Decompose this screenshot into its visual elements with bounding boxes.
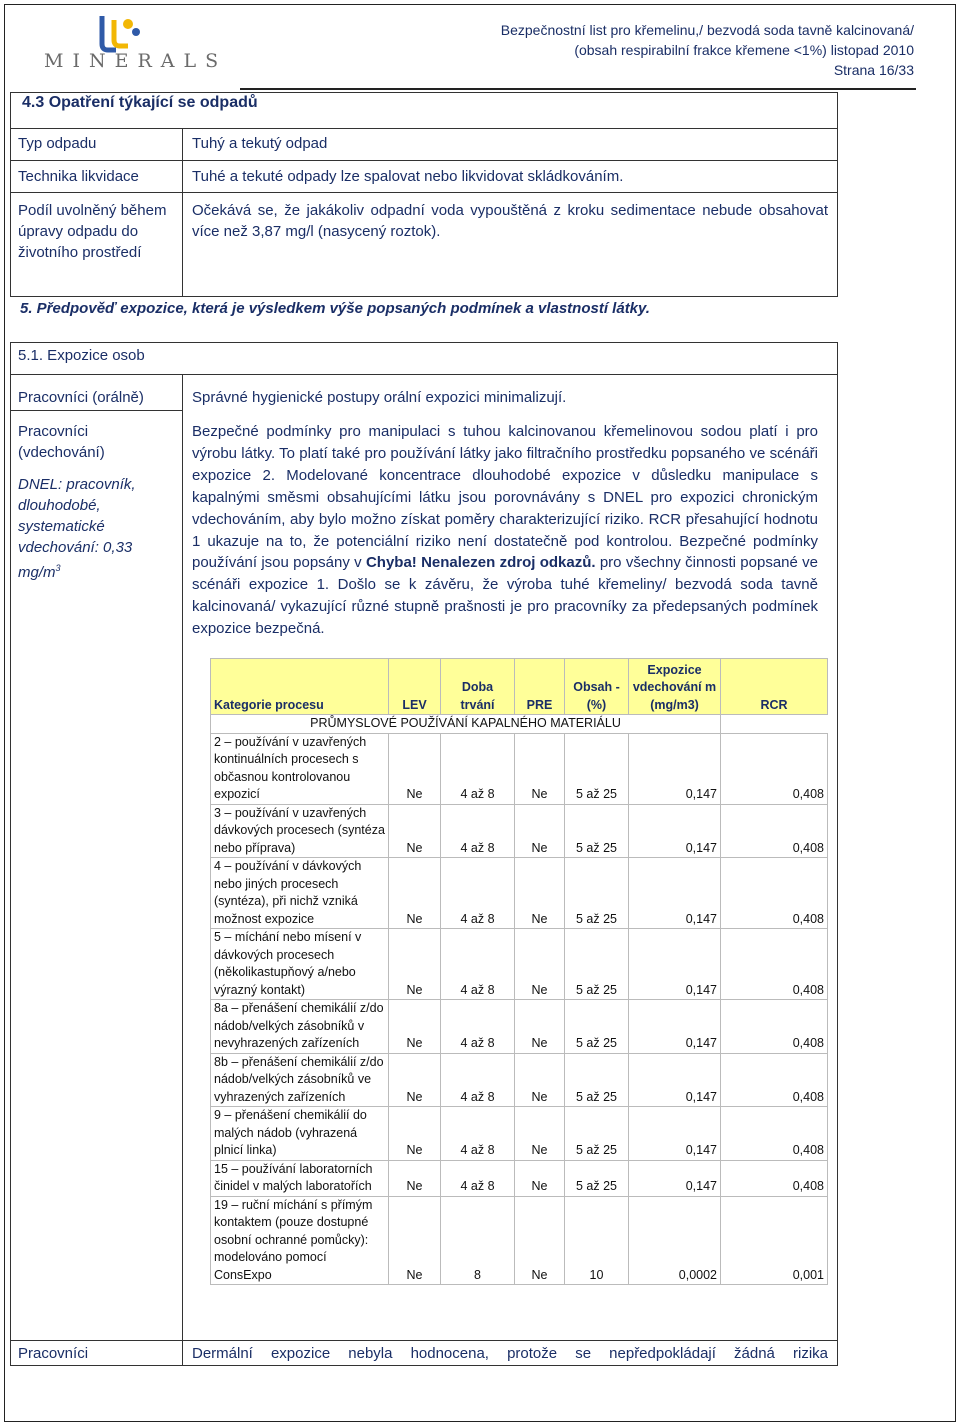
row-category: 19 – ruční míchání s přímým kontaktem (pouze dostupné osobní ochranné pomůcky): modelováno pomocí ConsExpo	[211, 1196, 389, 1285]
inhalation-text-part2: pro všechny činnosti popsané ve scénáři expozice 1. Došlo se k závěru, že výroba tuhé křemeliny/ bezvodá soda tavně kalcinovaná/ vykazující různé stupně prašnosti je pro pracovníky za předepsaných podmínek expozice bezpečná.	[192, 554, 818, 638]
header-category: Kategorie procesu	[211, 659, 389, 715]
row-content: 5 až 25	[565, 1000, 629, 1054]
row-category: 2 – používání v uzavřených kontinuálních procesech s občasnou kontrolovanou expozicí	[211, 733, 389, 804]
section-5-title: 5. Předpověď expozice, která je výsledkem výše popsaných podmínek a vlastností látky.	[20, 300, 650, 317]
row-content: 5 až 25	[565, 733, 629, 804]
row-category: 15 – používání laboratorních činidel v malých laboratořích	[211, 1160, 389, 1196]
dnel-text: DNEL: pracovník, dlouhodobé, systematické vdechování: 0,33 mg/m	[18, 476, 136, 581]
row-divider	[10, 410, 182, 411]
dermal-value: Dermální expozice nebyla hodnocena, protože se nepředpokládají žádná rizika	[192, 1345, 828, 1362]
header-rcr: RCR	[721, 659, 828, 715]
row-exposure: 0,147	[629, 804, 721, 858]
dermal-label: Pracovníci	[18, 1345, 89, 1362]
row-exposure: 0,147	[629, 733, 721, 804]
inhalation-text	[192, 421, 818, 640]
row-duration: 4 až 8	[441, 804, 515, 858]
table-row	[211, 1160, 828, 1196]
row-exposure: 0,147	[629, 858, 721, 929]
document-header	[501, 20, 914, 80]
row-category: 3 – používání v uzavřených dávkových procesech (syntéza nebo příprava)	[211, 804, 389, 858]
row-lev: Ne	[389, 1053, 441, 1107]
row-rcr: 0,408	[721, 929, 828, 1000]
table-row	[211, 1000, 828, 1054]
row-content: 5 až 25	[565, 858, 629, 929]
section-5-1-title: 5.1. Expozice osob	[18, 347, 145, 364]
table-row	[211, 1053, 828, 1107]
row-pre: Ne	[515, 733, 565, 804]
row-pre: Ne	[515, 858, 565, 929]
row-pre: Ne	[515, 1107, 565, 1161]
inhalation-label: Pracovníci (vdechování)	[18, 423, 105, 461]
row-exposure: 0,147	[629, 1160, 721, 1196]
logo-wordmark: MINERALS	[44, 50, 228, 72]
waste-measures-box	[10, 92, 838, 297]
row-rcr: 0,408	[721, 1160, 828, 1196]
oral-value: Správné hygienické postupy orální expozici minimalizují.	[192, 389, 567, 406]
process-category-table	[210, 658, 828, 1285]
row-exposure: 0,147	[629, 1107, 721, 1161]
table-subheader: PRŮMYSLOVÉ POUŽÍVÁNÍ KAPALNÉHO MATERIÁLU	[211, 715, 721, 734]
header-pre: PRE	[515, 659, 565, 715]
row-exposure: 0,0002	[629, 1196, 721, 1285]
row-exposure: 0,147	[629, 1053, 721, 1107]
header-duration: Doba trvání	[441, 659, 515, 715]
row-exposure: 0,147	[629, 929, 721, 1000]
row-category: 8a – přenášení chemikálií z/do nádob/velkých zásobníků v nevyhrazených zařízeních	[211, 1000, 389, 1054]
row-lev: Ne	[389, 1107, 441, 1161]
row-rcr: 0,408	[721, 1107, 828, 1161]
row-content: 5 až 25	[565, 1107, 629, 1161]
row-lev: Ne	[389, 733, 441, 804]
row-content: 5 až 25	[565, 929, 629, 1000]
row-duration: 4 až 8	[441, 929, 515, 1000]
row-pre: Ne	[515, 1053, 565, 1107]
waste-type-label: Typ odpadu	[18, 135, 97, 152]
row-divider	[10, 374, 838, 375]
row-divider	[10, 160, 838, 161]
row-pre: Ne	[515, 1196, 565, 1285]
table-row	[211, 804, 828, 858]
error-reference: Chyba! Nenalezen zdroj odkazů.	[365, 554, 596, 572]
inhalation-text-part1: Bezpečné podmínky pro manipulaci s tuhou kalcinovanou křemelinovou sodou platí i pro výrobu látky. To platí také pro používání látky jako filtračního prostředku popsaného ve scénáři expozice 2. Modelované koncentrace dlouhodobé expozice v důsledku manipulace s kapalnými směsmi obsahujícími látku jsou porovnávány s DNEL pro expozici chronickým vdechováním, aby bylo možno získat poměry charakterizující riziko. RCR přesahující hodnotu 1 ukazuje na to, že potenciální riziko není dostatečně pod kontrolou. Bezpečné podmínky používání jsou popsány v	[192, 423, 818, 572]
section-4-3-title: 4.3 Opatření týkající se odpadů	[22, 94, 258, 111]
row-category: 8b – přenášení chemikálií z/do nádob/velkých zásobníků ve vyhrazených zařízeních	[211, 1053, 389, 1107]
row-exposure: 0,147	[629, 1000, 721, 1054]
row-pre: Ne	[515, 804, 565, 858]
dnel-superscript: 3	[55, 563, 61, 573]
page-number: Strana 16/33	[833, 62, 914, 78]
disposal-value: Tuhé a tekuté odpady lze spalovat nebo likvidovat skládkováním.	[192, 168, 624, 185]
row-duration: 8	[441, 1196, 515, 1285]
row-pre: Ne	[515, 1160, 565, 1196]
row-rcr: 0,408	[721, 1000, 828, 1054]
release-label: Podíl uvolněný během úpravy odpadu do životního prostředí	[18, 202, 167, 261]
row-pre: Ne	[515, 1000, 565, 1054]
row-rcr: 0,408	[721, 733, 828, 804]
column-divider	[182, 374, 183, 1366]
row-category: 5 – míchání nebo mísení v dávkových procesech (několikastupňový a/nebo výrazný kontakt)	[211, 929, 389, 1000]
row-divider	[10, 128, 838, 129]
row-duration: 4 až 8	[441, 858, 515, 929]
release-value: Očekává se, že jakákoliv odpadní voda vypouštěná z kroku sedimentace nebude obsahovat více než 3,87 mg/l (nasycený roztok).	[192, 202, 828, 240]
header-exposure: Expozice vdechování m (mg/m3)	[629, 659, 721, 715]
row-divider	[10, 1340, 838, 1341]
row-rcr: 0,001	[721, 1196, 828, 1285]
row-pre: Ne	[515, 929, 565, 1000]
row-category: 9 – přenášení chemikálií do malých nádob (vyhrazená plnicí linka)	[211, 1107, 389, 1161]
row-lev: Ne	[389, 804, 441, 858]
row-content: 5 až 25	[565, 1160, 629, 1196]
row-lev: Ne	[389, 1000, 441, 1054]
header-divider	[240, 88, 916, 90]
oral-label: Pracovníci (orálně)	[18, 389, 144, 406]
row-rcr: 0,408	[721, 804, 828, 858]
row-lev: Ne	[389, 929, 441, 1000]
table-row	[211, 1107, 828, 1161]
row-duration: 4 až 8	[441, 1107, 515, 1161]
row-lev: Ne	[389, 1160, 441, 1196]
table-row	[211, 858, 828, 929]
header-content: Obsah - (%)	[565, 659, 629, 715]
row-duration: 4 až 8	[441, 1000, 515, 1054]
row-duration: 4 až 8	[441, 733, 515, 804]
row-rcr: 0,408	[721, 858, 828, 929]
header-title: Bezpečnostní list pro křemelinu,/ bezvodá soda tavně kalcinovaná/	[500, 22, 914, 38]
dnel-label	[18, 474, 158, 583]
disposal-label: Technika likvidace	[18, 168, 139, 185]
header-subtitle: (obsah respirabilní frakce křemene <1%) listopad 2010	[574, 42, 914, 58]
row-duration: 4 až 8	[441, 1160, 515, 1196]
table-row	[211, 1196, 828, 1285]
row-lev: Ne	[389, 858, 441, 929]
table-row	[211, 929, 828, 1000]
header-lev: LEV	[389, 659, 441, 715]
row-content: 5 až 25	[565, 804, 629, 858]
row-content: 5 až 25	[565, 1053, 629, 1107]
row-lev: Ne	[389, 1196, 441, 1285]
waste-type-value: Tuhý a tekutý odpad	[192, 135, 328, 152]
table-header-row	[211, 659, 828, 715]
table-subheader-row	[211, 715, 828, 734]
row-duration: 4 až 8	[441, 1053, 515, 1107]
table-row	[211, 733, 828, 804]
row-content: 10	[565, 1196, 629, 1285]
column-divider	[182, 128, 183, 297]
row-divider	[10, 192, 838, 193]
row-category: 4 – používání v dávkových nebo jiných procesech (syntéza), při nichž vzniká možnost expozice	[211, 858, 389, 929]
row-rcr: 0,408	[721, 1053, 828, 1107]
